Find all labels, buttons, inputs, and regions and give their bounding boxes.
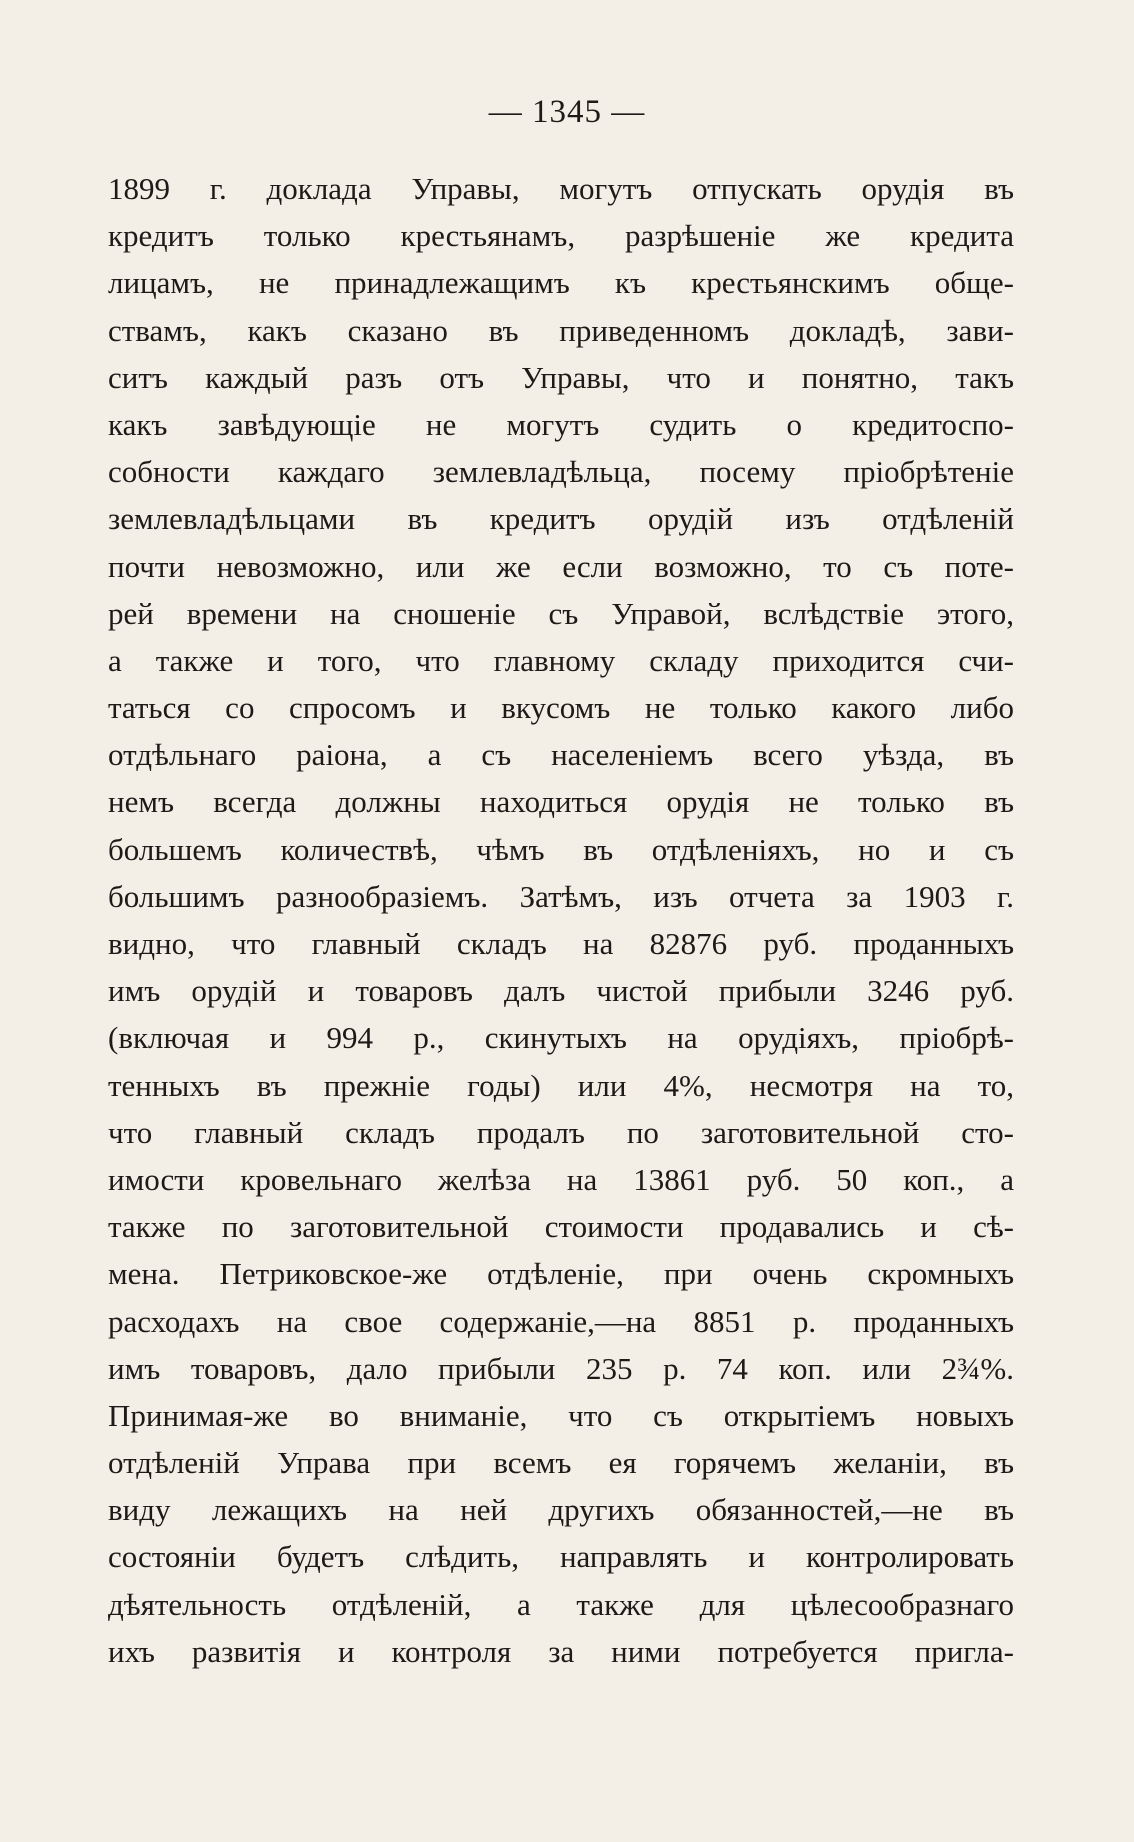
text-line: 1899 г. доклада Управы, могутъ отпускать орудія въ [108, 171, 1014, 206]
text-line: (включая и 994 р., скинутыхъ на орудіяхъ, пріобрѣ- [108, 1020, 1014, 1056]
page-number: — 1345 — [488, 94, 646, 130]
text-line: собности каждаго землевладѣльца, посему пріобрѣтеніе [108, 454, 1014, 490]
text-line: кредитъ только крестьянамъ, разрѣшеніе же кредита [108, 218, 1014, 254]
text-line: видно, что главный складъ на 82876 руб. проданныхъ [108, 926, 1014, 961]
text-line: что главный складъ продалъ по заготовительной сто- [108, 1114, 1014, 1150]
text-line: ствамъ, какъ сказано въ приведенномъ докладѣ, зави- [108, 312, 1014, 348]
text-line: также по заготовительной стоимости продавались и сѣ- [108, 1209, 1014, 1245]
text-line: состояніи будетъ слѣдить, направлять и контролировать [108, 1539, 1014, 1575]
text-line: дѣятельность отдѣленій, а также для цѣлесообразнаго [108, 1586, 1014, 1622]
text-line: отдѣленій Управа при всемъ ея горячемъ желаніи, въ [108, 1445, 1014, 1481]
body-text [108, 165, 1014, 1675]
text-line: какъ завѣдующіе не могутъ судить о кредитоспо- [108, 406, 1014, 442]
text-line: большимъ разнообразіемъ. Затѣмъ, изъ отчета за 1903 г. [108, 878, 1014, 914]
text-line: ихъ развитія и контроля за ними потребуется пригла- [108, 1633, 1014, 1669]
text-line: мена. Петриковское-же отдѣленіе, при очень скромныхъ [108, 1256, 1014, 1292]
text-line: а также и того, что главному складу приходится счи- [108, 642, 1014, 678]
text-line: рей времени на сношеніе съ Управой, вслѣдствіе этого, [108, 595, 1014, 631]
text-line: ситъ каждый разъ отъ Управы, что и понятно, такъ [108, 359, 1014, 395]
text-line: имъ орудій и товаровъ далъ чистой прибыли 3246 руб. [108, 973, 1014, 1009]
text-line: имъ товаровъ, дало прибыли 235 р. 74 коп. или 2¾%. [108, 1350, 1014, 1386]
text-line: большемъ количествѣ, чѣмъ въ отдѣленіяхъ, но и съ [108, 831, 1014, 867]
text-line: виду лежащихъ на ней другихъ обязанностей,—не въ [108, 1492, 1014, 1528]
text-line: почти невозможно, или же если возможно, то съ поте- [108, 548, 1014, 584]
text-line: Принимая-же во вниманіе, что съ открытіемъ новыхъ [108, 1397, 1014, 1433]
text-line: немъ всегда должны находиться орудія не только въ [108, 784, 1014, 820]
text-line: имости кровельнаго желѣза на 13861 руб. 50 коп., а [108, 1161, 1014, 1197]
text-line: лицамъ, не принадлежащимъ къ крестьянскимъ обще- [108, 265, 1014, 301]
text-line: тенныхъ въ прежніе годы) или 4%, несмотря на то, [108, 1067, 1014, 1103]
text-line: отдѣльнаго раіона, а съ населеніемъ всего уѣзда, въ [108, 737, 1014, 773]
text-line: таться со спросомъ и вкусомъ не только какого либо [108, 690, 1014, 726]
text-line: землевладѣльцами въ кредитъ орудій изъ отдѣленій [108, 501, 1014, 537]
text-line: расходахъ на свое содержаніе,—на 8851 р. проданныхъ [108, 1303, 1014, 1339]
